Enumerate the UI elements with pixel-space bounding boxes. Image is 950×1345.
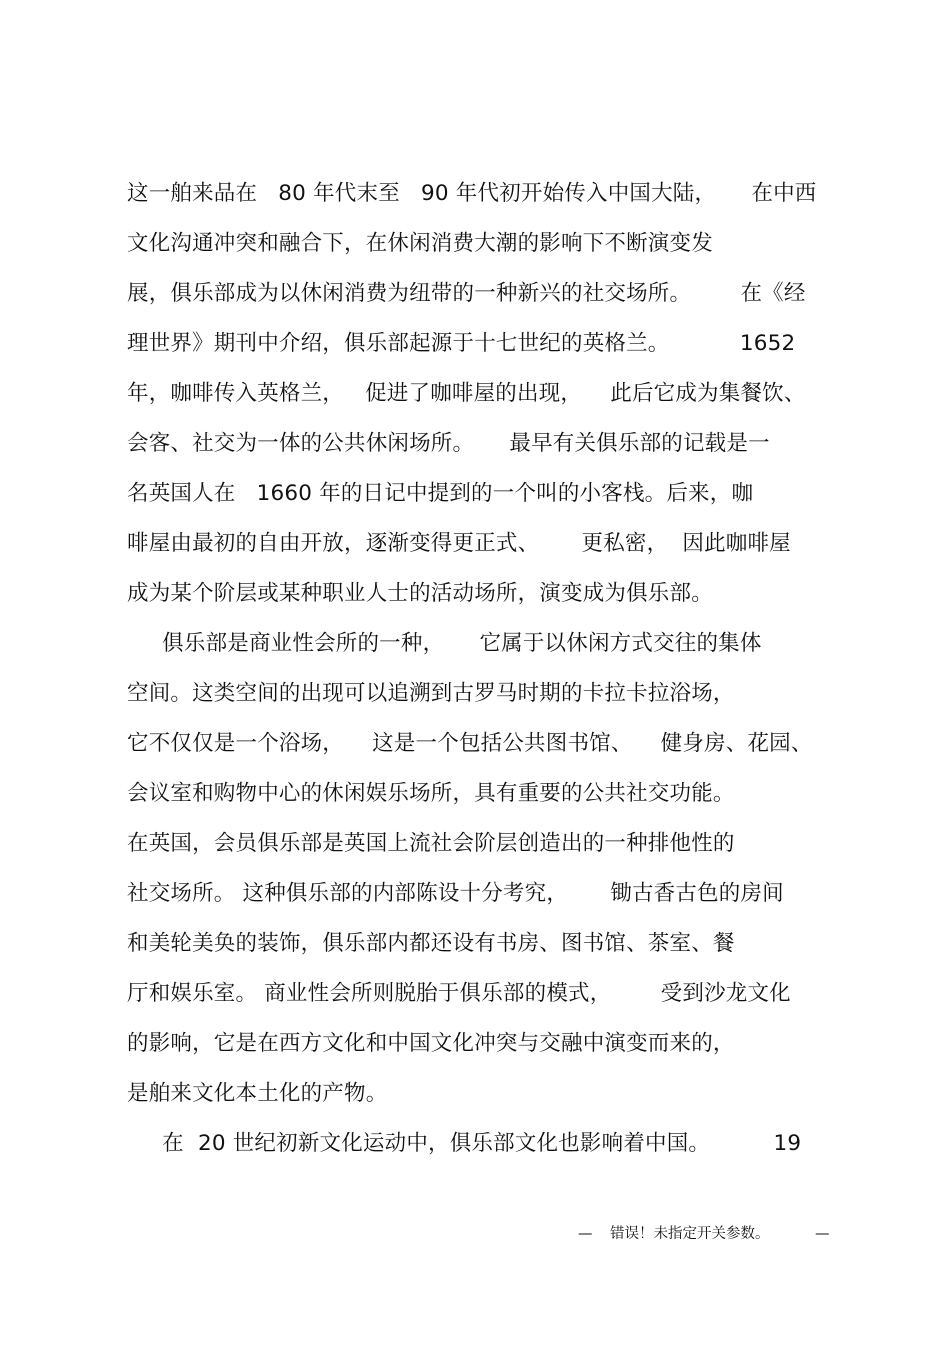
text-line: 它不仅仅是一个浴场， 这是一个包括公共图书馆、 健身房、花园、 xyxy=(127,731,813,756)
text-line: 文化沟通冲突和融合下，在休闲消费大潮的影响下不断演变发 xyxy=(127,231,713,256)
text-line: 和美轮美奂的装饰，俱乐部内都还设有书房、图书馆、茶室、餐 xyxy=(127,931,735,956)
text-line: 年，咖啡传入英格兰， 促进了咖啡屋的出现， 此后它成为集餐饮、 xyxy=(127,381,806,406)
text-line: 在 20 世纪初新文化运动中，俱乐部文化也影响着中国。 19 xyxy=(127,1131,802,1156)
text-line: 成为某个阶层或某种职业人士的活动场所，演变成为俱乐部。 xyxy=(127,581,713,606)
text-line: 俱乐部是商业性会所的一种， 它属于以休闲方式交往的集体 xyxy=(127,631,762,656)
text-line: 社交场所。 这种俱乐部的内部陈设十分考究， 锄古香古色的房间 xyxy=(127,881,784,906)
text-line: 空间。这类空间的出现可以追溯到古罗马时期的卡拉卡拉浴场， xyxy=(127,681,735,706)
text-line: 厅和娱乐室。 商业性会所则脱胎于俱乐部的模式， 受到沙龙文化 xyxy=(127,981,791,1006)
footer-dash-right: — xyxy=(815,1226,830,1242)
text-line: 啡屋由最初的自由开放，逐渐变得更正式、 更私密， 因此咖啡屋 xyxy=(127,531,791,556)
text-line: 在英国，会员俱乐部是英国上流社会阶层创造出的一种排他性的 xyxy=(127,831,735,856)
text-line: 是舶来文化本土化的产物。 xyxy=(127,1081,388,1106)
text-line: 会议室和购物中心的休闲娱乐场所，具有重要的公共社交功能。 xyxy=(127,781,735,806)
text-line: 这一舶来品在 80 年代末至 90 年代初开始传入中国大陆， 在中西 xyxy=(127,181,817,206)
text-line: 会客、社交为一体的公共休闲场所。 最早有关俱乐部的记载是一 xyxy=(127,431,770,456)
text-line: 展，俱乐部成为以休闲消费为纽带的一种新兴的社交场所。 在《经 xyxy=(127,281,806,306)
text-line: 名英国人在 1660 年的日记中提到的一个叫的小客栈。后来，咖 xyxy=(127,481,754,506)
footer-dash-left: — xyxy=(578,1226,593,1242)
text-line: 理世界》期刊中介绍，俱乐部起源于十七世纪的英格兰。 1652 xyxy=(127,331,796,356)
text-line: 的影响，它是在西方文化和中国文化冲突与交融中演变而来的， xyxy=(127,1031,735,1056)
footer-text: 错误！未指定开关参数。 xyxy=(610,1226,770,1242)
